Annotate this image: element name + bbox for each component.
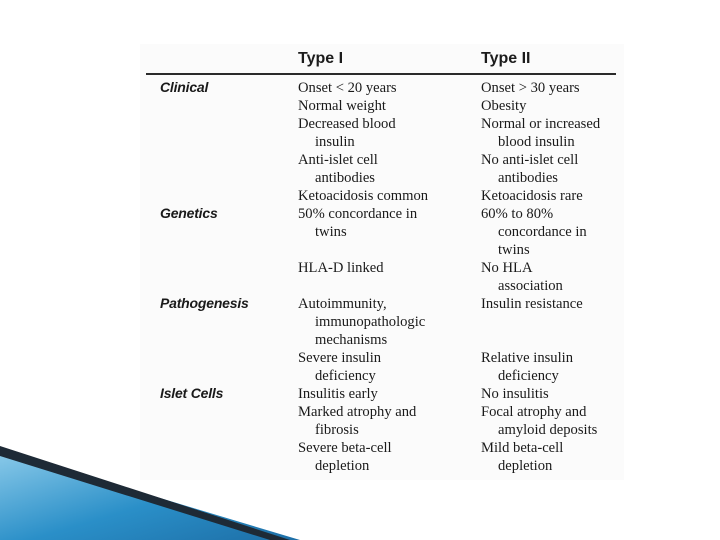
type1-line [298, 277, 476, 295]
type2-line: Insulin resistance [481, 296, 583, 312]
type1-line [298, 241, 476, 259]
type1-line: Onset < 20 years [298, 80, 397, 96]
type1-line: insulin [315, 134, 355, 150]
type2-line: antibodies [498, 170, 558, 186]
type1-line: deficiency [315, 368, 376, 384]
header-rule [146, 73, 616, 75]
type1-column [298, 79, 476, 475]
type2-line: Obesity [481, 98, 527, 114]
type1-line: Autoimmunity, [298, 296, 387, 312]
type2-line: No anti-islet cell [481, 152, 579, 168]
type2-column [481, 79, 621, 475]
type2-line: Ketoacidosis rare [481, 188, 583, 204]
type2-line: association [498, 278, 563, 294]
type1-line: Severe insulin [298, 350, 382, 366]
type2-line: twins [498, 242, 530, 258]
decorative-swoosh [0, 440, 300, 540]
type2-line: depletion [498, 458, 553, 474]
type1-line: HLA-D linked [298, 260, 384, 276]
type1-line: Normal weight [298, 98, 386, 114]
type2-line: amyloid deposits [498, 422, 598, 438]
type2-line: Mild beta-cell [481, 440, 564, 456]
type1-line: Insulitis early [298, 386, 378, 402]
category-pathogenesis: Pathogenesis [160, 295, 249, 311]
type2-line: Focal atrophy and [481, 404, 587, 420]
type1-line: Severe beta-cell [298, 440, 392, 456]
type1-line: mechanisms [315, 332, 388, 348]
header-type1: Type I [298, 50, 344, 67]
type2-line: No HLA [481, 260, 533, 276]
header-type2: Type II [481, 50, 531, 67]
type1-line: antibodies [315, 170, 375, 186]
type2-line: No insulitis [481, 386, 549, 402]
category-clinical: Clinical [160, 79, 209, 95]
type2-line: Relative insulin [481, 350, 574, 366]
type2-line: deficiency [498, 368, 559, 384]
type2-line: blood insulin [498, 134, 575, 150]
type1-line: Marked atrophy and [298, 404, 417, 420]
type2-line: Onset > 30 years [481, 80, 580, 96]
type1-line: Ketoacidosis common [298, 188, 429, 204]
type1-line: Anti-islet cell [298, 152, 378, 168]
type2-line: Normal or increased [481, 116, 601, 132]
type1-line: Decreased blood [298, 116, 396, 132]
type1-line: fibrosis [315, 422, 359, 438]
type1-line: immunopathologic [315, 314, 426, 330]
type2-line [481, 331, 621, 349]
category-islet-cells: Islet Cells [160, 385, 224, 401]
type1-line: 50% concordance in [298, 206, 418, 222]
type2-line [481, 313, 621, 331]
type1-line: twins [315, 224, 347, 240]
type2-line: 60% to 80% [481, 206, 554, 222]
category-genetics: Genetics [160, 205, 218, 221]
type2-line: concordance in [498, 224, 587, 240]
type1-line: depletion [315, 458, 370, 474]
